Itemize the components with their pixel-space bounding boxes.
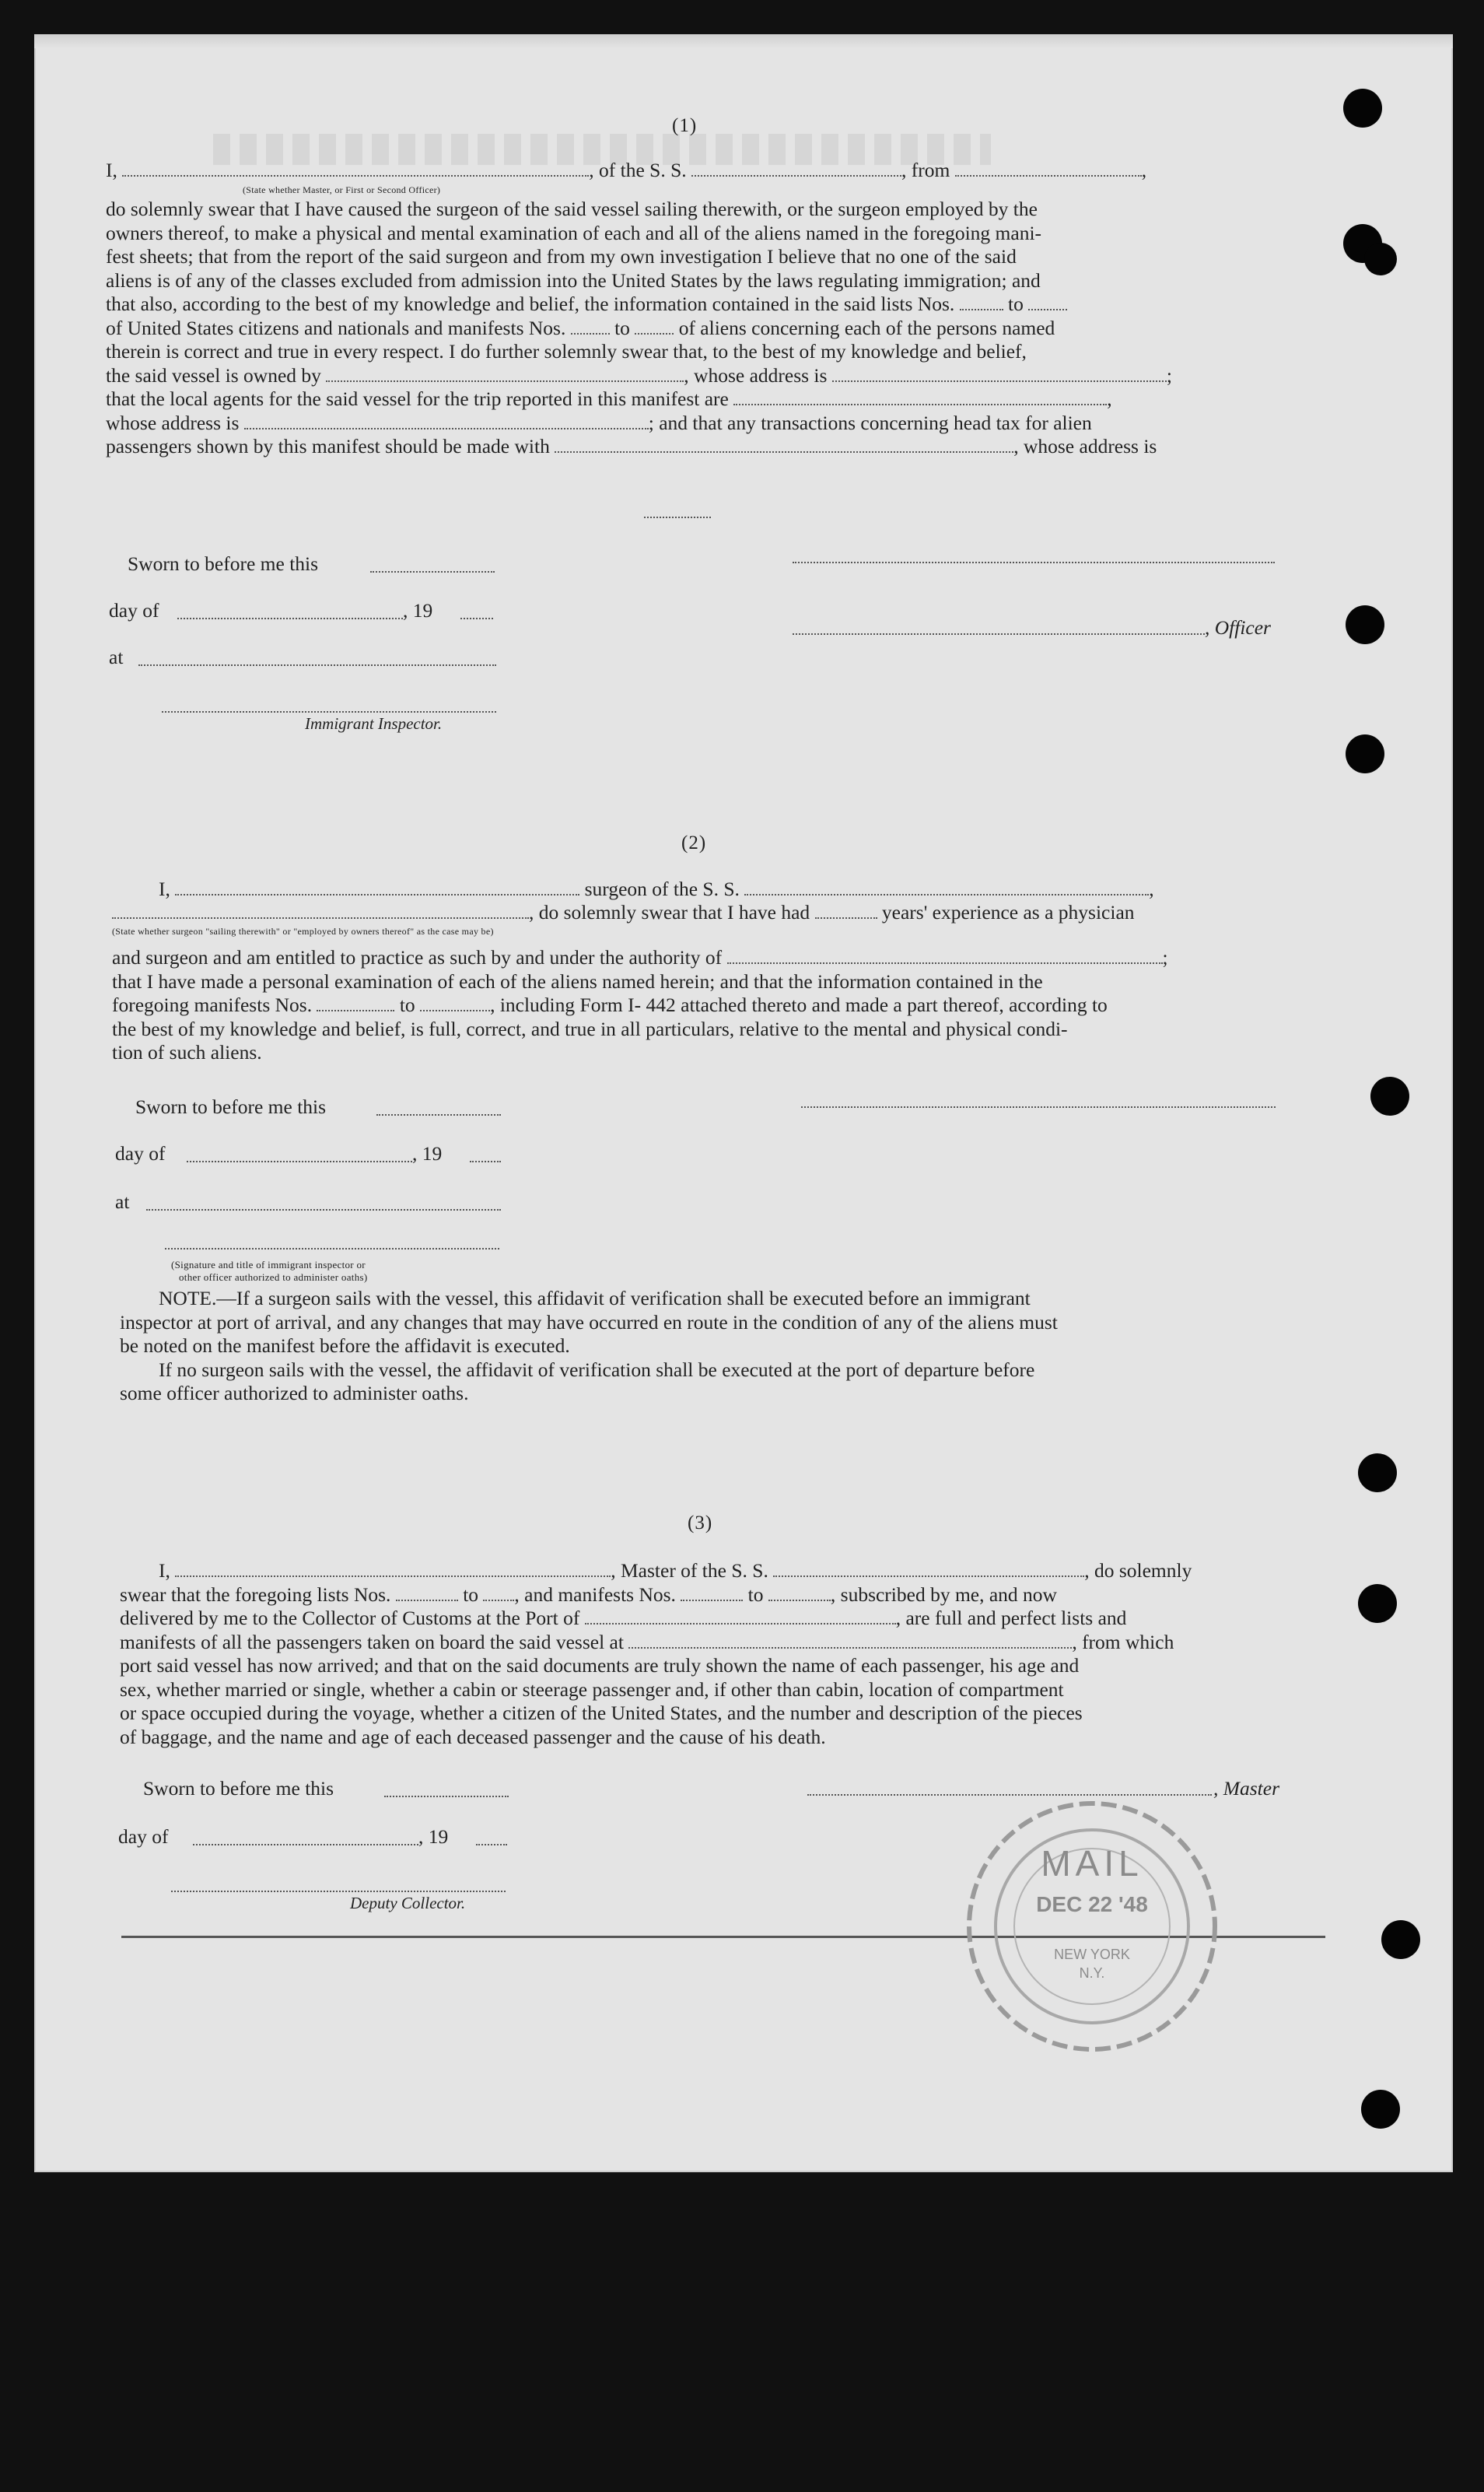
s1-body-line: owners thereof, to make a physical and mental examination of each and all of the aliens named in the foregoing mani- xyxy=(106,221,1042,244)
s2-inspector-line[interactable] xyxy=(165,1248,499,1250)
s2-at-blank[interactable] xyxy=(146,1209,501,1211)
s3-lists-from-blank[interactable] xyxy=(396,1599,458,1601)
s1-line-5: that also, according to the best of my knowledge and belief, the information contained in the said lists Nos. to xyxy=(106,293,1310,317)
s3-collector-title: Deputy Collector. xyxy=(350,1894,466,1912)
surgeon-name-blank[interactable] xyxy=(175,893,579,896)
manifests-from-blank[interactable] xyxy=(571,332,610,335)
section-1-number: (1) xyxy=(672,115,698,136)
binder-hole xyxy=(1361,2090,1400,2129)
s3-body-line: port said vessel has now arrived; and that on the said documents are truly shown the name of each passenger, his age and xyxy=(120,1654,1080,1677)
surgeon-vessel-blank[interactable] xyxy=(744,893,1149,896)
port-blank[interactable] xyxy=(585,1622,896,1625)
s3-body-line: sex, whether married or single, whether a cabin or steerage passenger and, if other than cabin, location of compartment xyxy=(120,1677,1064,1701)
section-2-status-note: (State whether surgeon "sailing therewith" or "employed by owners thereof" as the case may be) xyxy=(112,926,494,937)
s1-line-6: of United States citizens and nationals and manifests Nos. to of aliens concerning each of the persons named xyxy=(106,316,1055,339)
s3-manifests-from-blank[interactable] xyxy=(681,1599,743,1601)
s1-line-1: I, , of the S. S. , from , xyxy=(106,159,1147,181)
head-tax-blank[interactable] xyxy=(555,450,1013,453)
s3-sworn-label: Sworn to before me this xyxy=(143,1777,334,1800)
s3-collector-line[interactable] xyxy=(171,1891,506,1892)
s3-year-blank[interactable] xyxy=(476,1844,507,1845)
s1-line-10: whose address is ; and that any transactions concerning head tax for alien xyxy=(106,411,1092,434)
binder-hole xyxy=(1343,89,1382,128)
section-1-oath xyxy=(106,159,1311,183)
postmark-date: DEC 22 '48 xyxy=(1036,1892,1148,1916)
binder-hole xyxy=(1346,734,1384,773)
s2-sworn-blank[interactable] xyxy=(376,1114,501,1116)
s1-line-11: passengers shown by this manifest should be made with , whose address is xyxy=(106,435,1157,457)
from-blank[interactable] xyxy=(955,174,1142,177)
section-2-body: and surgeon and am entitled to practice as such by and under the authority of ; that I have made a personal examination of each of the aliens named herein; and that the information contained in the foregoing manifests Nos. to , including Form I- 442 attached thereto and made a part thereof, according to the best of my knowledge and belief, is full, correct, and true in all particulars, relative to the mental and physical condi- tion of such aliens. xyxy=(112,946,1168,1064)
s3-sworn-blank[interactable] xyxy=(384,1796,509,1797)
mail-postmark-stamp xyxy=(960,1794,1224,2059)
s2-signature-note-2: other officer authorized to administer oaths) xyxy=(179,1271,368,1283)
s1-body-line: aliens is of any of the classes excluded from admission into the United States by the laws regulating immigration; and xyxy=(106,268,1041,292)
s1-inspector-line[interactable] xyxy=(162,711,496,713)
s2-day-blank[interactable] xyxy=(187,1161,412,1162)
address-continuation-line[interactable] xyxy=(644,517,711,518)
postmark-state: N.Y. xyxy=(1079,1965,1105,1981)
s1-year-blank[interactable] xyxy=(460,618,493,619)
s2-signature-note-1: (Signature and title of immigrant inspector or xyxy=(171,1259,366,1271)
s1-line-9: that the local agents for the said vessel for the trip reported in this manifest are , xyxy=(106,387,1112,410)
s3-body-line: or space occupied during the voyage, whether a citizen of the United States, and the number and description of the pieces xyxy=(120,1702,1083,1724)
s1-at-blank[interactable] xyxy=(138,664,496,666)
s1-line-8: the said vessel is owned by , whose address is ; xyxy=(106,363,1172,387)
s1-line-7: therein is correct and true in every respect. I do further solemnly swear that, to the best of my knowledge and belief, xyxy=(106,340,1027,363)
years-blank[interactable] xyxy=(815,917,877,919)
postmark-mail: MAIL xyxy=(1041,1843,1143,1884)
binder-hole xyxy=(1358,1453,1397,1492)
section-1-title-note: (State whether Master, or First or Second Officer) xyxy=(243,184,441,195)
s3-lists-to-blank[interactable] xyxy=(483,1599,514,1601)
section-3-number: (3) xyxy=(688,1512,713,1533)
note-line: inspector at port of arrival, and any changes that may have occurred en route in the condition of any of the aliens must xyxy=(120,1310,1058,1334)
vessel-blank[interactable] xyxy=(691,174,901,177)
note-line: be noted on the manifest before the affidavit is executed. xyxy=(120,1334,570,1357)
binder-hole xyxy=(1364,243,1397,275)
s2-sworn-label: Sworn to before me this xyxy=(135,1095,327,1118)
agents-blank[interactable] xyxy=(733,403,1107,405)
lists-from-blank[interactable] xyxy=(960,308,1003,310)
s1-body-line: do solemnly swear that I have caused the surgeon of the said vessel sailing therewith, or the surgeon employed by the xyxy=(106,198,1038,220)
s1-sworn-blank[interactable] xyxy=(370,571,495,573)
s3-body-line: of baggage, and the name and age of each deceased passenger and the cause of his death. xyxy=(120,1725,826,1748)
s3-vessel-blank[interactable] xyxy=(773,1575,1084,1577)
section-2-number: (2) xyxy=(681,832,707,853)
s1-year-label: , 19 xyxy=(403,599,433,622)
s2-year-blank[interactable] xyxy=(470,1161,501,1162)
s2-surgeon-signature-line[interactable] xyxy=(801,1106,1276,1108)
s2-dayof-label: day of xyxy=(115,1142,166,1165)
s1-officer-label: , Officer xyxy=(1205,616,1271,639)
scan-edge xyxy=(34,34,1453,48)
s1-dayof-label: day of xyxy=(109,599,159,622)
section-3-body: I, , Master of the S. S. , do solemnly swear that the foregoing lists Nos. to , and manifests Nos. to , subscribed by me, and now delivered by me to the Collector of Customs at the Port of , are full and perfect lists and manifests of all the passengers taken on board the said vessel at , from which port said vessel has now arrived; and that on the said documents are truly shown the name of each passenger, his age and sex, whether married or single, whether a cabin or steerage passenger and, if other than cabin, location of compartment or space occupied during the voyage, whether a citizen of the United States, and the number and description of the pieces of baggage, and the name and age of each deceased passenger and the cause of his death. xyxy=(120,1559,1327,1749)
s2-at-label: at xyxy=(115,1190,130,1213)
s3-master-label: , Master xyxy=(1213,1777,1279,1800)
manifest-page xyxy=(34,34,1453,2172)
surgeon-status-blank[interactable] xyxy=(112,917,529,919)
s3-year-label: , 19 xyxy=(418,1825,449,1848)
owner-address-blank[interactable] xyxy=(832,380,1167,382)
note-line: some officer authorized to administer oaths. xyxy=(120,1382,469,1404)
s1-body-line: fest sheets; that from the report of the said surgeon and from my own investigation I believe that no one of the said xyxy=(106,245,1017,268)
postmark-city: NEW YORK xyxy=(1054,1947,1130,1962)
s1-inspector-title: Immigrant Inspector. xyxy=(305,714,443,733)
note-line: If no surgeon sails with the vessel, the affidavit of verification shall be executed at the port of departure before xyxy=(159,1358,1035,1381)
section-2-note xyxy=(120,1287,1324,1406)
postmark-ring-icon xyxy=(960,1794,1224,2059)
s1-sworn-label: Sworn to before me this xyxy=(128,552,319,575)
section-2-line-2: , do solemnly swear that I have had years' experience as a physician xyxy=(112,901,1325,925)
binder-hole xyxy=(1381,1920,1420,1959)
binder-hole xyxy=(1370,1077,1409,1116)
master-name-blank[interactable] xyxy=(175,1575,611,1577)
owner-blank[interactable] xyxy=(326,380,684,382)
name-blank[interactable] xyxy=(122,174,589,177)
section-1-body xyxy=(106,198,1310,459)
s1-at-label: at xyxy=(109,646,124,668)
s2-manifests-to-blank[interactable] xyxy=(420,1009,490,1011)
s3-manifests-to-blank[interactable] xyxy=(768,1599,831,1601)
s1-officer-line-2[interactable] xyxy=(793,633,1205,635)
s2-manifests-from-blank[interactable] xyxy=(317,1009,394,1011)
binder-hole xyxy=(1358,1584,1397,1623)
boarding-port-blank[interactable] xyxy=(628,1646,1072,1649)
s2-year-label: , 19 xyxy=(412,1142,443,1165)
lists-to-blank[interactable] xyxy=(1028,308,1067,310)
note-line: NOTE.—If a surgeon sails with the vessel, this affidavit of verification shall be executed before an immigrant xyxy=(159,1287,1031,1309)
agents-address-blank[interactable] xyxy=(244,427,649,429)
s3-day-blank[interactable] xyxy=(193,1844,418,1845)
section-2-line-1: I, surgeon of the S. S. , xyxy=(159,878,1154,900)
authority-blank[interactable] xyxy=(727,962,1163,964)
binder-hole xyxy=(1346,605,1384,644)
s3-dayof-label: day of xyxy=(118,1825,169,1848)
manifests-to-blank[interactable] xyxy=(635,332,674,335)
s1-day-blank[interactable] xyxy=(177,618,403,619)
s1-officer-signature-line[interactable] xyxy=(793,562,1275,563)
